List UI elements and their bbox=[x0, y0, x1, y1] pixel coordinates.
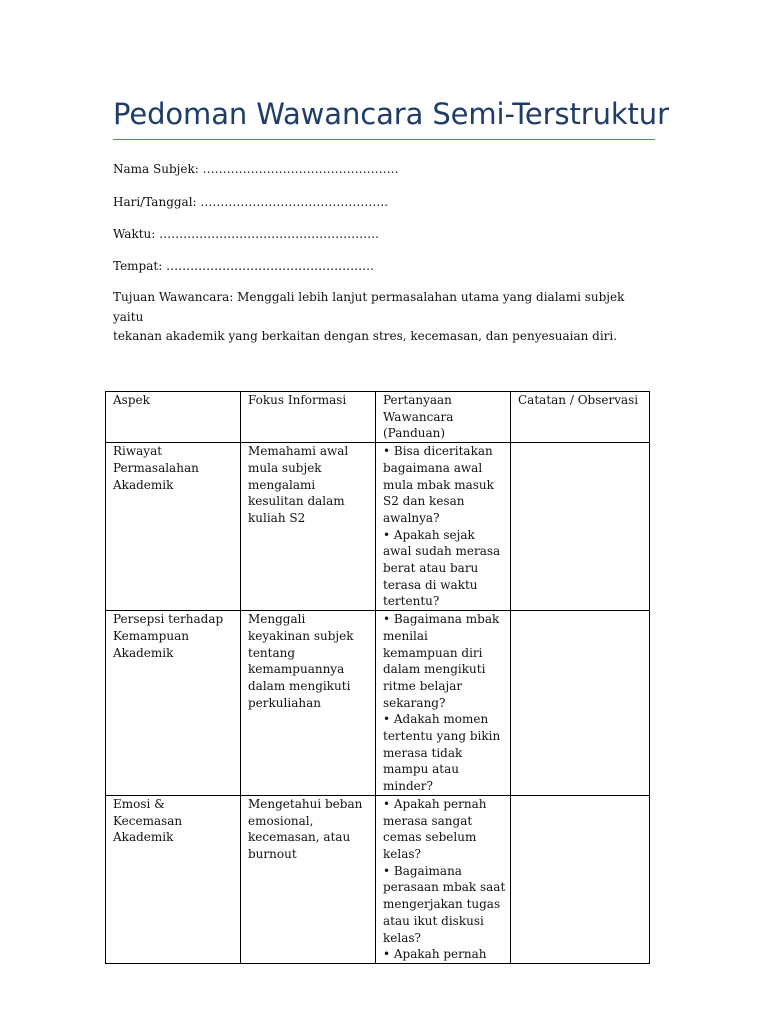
question-list bbox=[383, 611, 506, 795]
purpose-line-1: Tujuan Wawancara: Menggali lebih lanjut permasalahan utama yang dialami subjek yaitu bbox=[113, 290, 625, 324]
field-tempat: Tempat: ……………………………………………. bbox=[113, 259, 374, 273]
cell-catatan bbox=[511, 795, 650, 963]
question-list bbox=[383, 796, 506, 963]
cell-fokus: Memahami awal mula subjek mengalami kesulitan dalam kuliah S2 bbox=[241, 443, 376, 611]
table-row bbox=[106, 611, 650, 796]
interview-guide-table bbox=[105, 391, 650, 964]
header-catatan-observasi: Catatan / Observasi bbox=[511, 392, 650, 443]
cell-pertanyaan bbox=[376, 795, 511, 963]
question-item: • Bagaimana mbak menilai kemampuan diri dalam mengikuti ritme belajar sekarang? bbox=[383, 612, 500, 710]
interview-purpose bbox=[113, 288, 653, 347]
question-item: • Adakah momen tertentu yang bikin merasa tidak mampu atau minder? bbox=[383, 712, 501, 794]
cell-pertanyaan bbox=[376, 443, 511, 611]
purpose-line-2: tekanan akademik yang berkaitan dengan stres, kecemasan, dan penyesuaian diri. bbox=[113, 329, 618, 343]
cell-aspek: Emosi & Kecemasan Akademik bbox=[106, 795, 241, 963]
cell-aspek: Riwayat Permasalahan Akademik bbox=[106, 443, 241, 611]
cell-catatan bbox=[511, 611, 650, 796]
cell-fokus: Mengetahui beban emosional, kecemasan, atau burnout bbox=[241, 795, 376, 963]
table-row bbox=[106, 795, 650, 963]
question-list bbox=[383, 443, 506, 610]
document-title: Pedoman Wawancara Semi-Terstruktur bbox=[113, 97, 669, 131]
cell-fokus: Menggali keyakinan subjek tentang kemampuannya dalam mengikuti perkuliahan bbox=[241, 611, 376, 796]
field-waktu: Waktu: ………………………………………………. bbox=[113, 227, 379, 241]
cell-catatan bbox=[511, 443, 650, 611]
cell-aspek: Persepsi terhadap Kemampuan Akademik bbox=[106, 611, 241, 796]
question-item: • Bagaimana perasaan mbak saat mengerjakan tugas atau ikut diskusi kelas? bbox=[383, 863, 506, 945]
question-item: • Apakah sejak awal sudah merasa berat atau baru terasa di waktu tertentu? bbox=[383, 527, 501, 609]
question-item: • Apakah pernah bbox=[383, 947, 487, 962]
header-aspek: Aspek bbox=[106, 392, 241, 443]
table-header-row bbox=[106, 392, 650, 443]
header-fokus-informasi: Fokus Informasi bbox=[241, 392, 376, 443]
table-row bbox=[106, 443, 650, 611]
title-underline bbox=[113, 139, 655, 140]
field-hari-tanggal: Hari/Tanggal: ……………………………………….. bbox=[113, 195, 389, 209]
question-item: • Apakah pernah merasa sangat cemas sebelum kelas? bbox=[383, 796, 487, 861]
cell-pertanyaan bbox=[376, 611, 511, 796]
field-nama-subjek: Nama Subjek: …………………………………………. bbox=[113, 162, 399, 176]
question-item: • Bisa diceritakan bagaimana awal mula mbak masuk S2 dan kesan awalnya? bbox=[383, 444, 494, 525]
header-pertanyaan: Pertanyaan Wawancara (Panduan) bbox=[376, 392, 511, 443]
